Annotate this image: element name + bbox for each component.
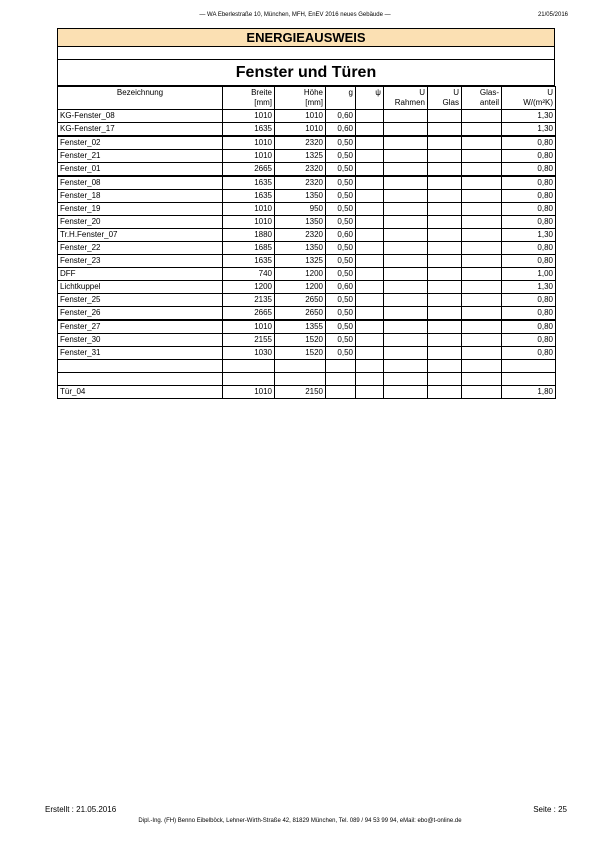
table-cell: [462, 216, 502, 229]
table-cell: KG-Fenster_17: [58, 123, 223, 137]
table-cell: 2150: [275, 386, 326, 399]
table-cell: [326, 373, 356, 386]
table-cell: 1010: [223, 386, 275, 399]
table-cell: 0,80: [502, 150, 556, 163]
table-cell: [384, 268, 428, 281]
table-cell: 1635: [223, 123, 275, 137]
table-cell: [428, 320, 462, 334]
header-project-line: — WA Eberlestraße 10, München, MFH, EnEV 2016 neues Gebäude —: [199, 12, 391, 18]
table-cell: Tür_04: [58, 386, 223, 399]
table-cell: [428, 373, 462, 386]
spacer-row: [57, 47, 555, 60]
table-cell: [462, 347, 502, 360]
table-cell: [428, 176, 462, 190]
table-cell: [58, 360, 223, 373]
table-cell: 1010: [223, 136, 275, 150]
table-cell: [223, 373, 275, 386]
table-cell: [384, 334, 428, 347]
table-cell: [356, 242, 384, 255]
table-cell: 1635: [223, 255, 275, 268]
column-header-line1: U: [453, 88, 459, 97]
table-cell: 0,80: [502, 216, 556, 229]
table-cell: [462, 150, 502, 163]
table-cell: [462, 136, 502, 150]
table-cell: 0,60: [326, 229, 356, 242]
table-cell: [462, 229, 502, 242]
table-cell: [502, 360, 556, 373]
table-row: [58, 150, 556, 163]
column-header: [462, 87, 502, 110]
column-header-line1: Glas-: [479, 88, 499, 97]
column-header: [223, 87, 275, 110]
table-cell: 0,80: [502, 163, 556, 177]
table-cell: 950: [275, 203, 326, 216]
column-header-line2: W/(m²K): [523, 98, 553, 107]
table-cell: 1010: [223, 150, 275, 163]
table-row: [58, 123, 556, 137]
table-cell: 2665: [223, 307, 275, 321]
table-cell: [462, 110, 502, 123]
table-cell: 2320: [275, 136, 326, 150]
table-cell: [356, 176, 384, 190]
table-row: [58, 320, 556, 334]
table-row: [58, 268, 556, 281]
table-row: [58, 110, 556, 123]
table-cell: Fenster_21: [58, 150, 223, 163]
table-row: [58, 190, 556, 203]
table-row: [58, 242, 556, 255]
table-row: [58, 386, 556, 399]
table-cell: [462, 386, 502, 399]
table-cell: Fenster_19: [58, 203, 223, 216]
table-cell: 1325: [275, 150, 326, 163]
table-cell: Fenster_25: [58, 294, 223, 307]
table-cell: 0,50: [326, 307, 356, 321]
table-cell: [384, 163, 428, 177]
table-cell: 1520: [275, 334, 326, 347]
table-cell: [356, 334, 384, 347]
table-cell: [428, 123, 462, 137]
table-cell: [462, 255, 502, 268]
table-cell: 1010: [275, 123, 326, 137]
table-cell: 0,50: [326, 163, 356, 177]
table-row: [58, 294, 556, 307]
table-cell: [428, 255, 462, 268]
table-cell: Fenster_31: [58, 347, 223, 360]
table-cell: 2155: [223, 334, 275, 347]
windows-doors-table: [57, 86, 556, 399]
table-cell: 0,50: [326, 268, 356, 281]
table-cell: [356, 307, 384, 321]
column-header: [428, 87, 462, 110]
table-cell: 0,80: [502, 334, 556, 347]
table-body: [58, 110, 556, 399]
table-cell: 1200: [223, 281, 275, 294]
table-cell: 1355: [275, 320, 326, 334]
table-cell: [428, 281, 462, 294]
table-cell: 0,50: [326, 334, 356, 347]
header-date: 21/05/2016: [537, 12, 568, 18]
column-header-line2: [mm]: [254, 98, 272, 107]
table-cell: 0,80: [502, 347, 556, 360]
table-cell: [428, 203, 462, 216]
table-cell: 0,80: [502, 136, 556, 150]
table-cell: 1350: [275, 242, 326, 255]
column-header-line2: Glas: [442, 98, 459, 107]
table-cell: 0,50: [326, 203, 356, 216]
table-cell: [428, 229, 462, 242]
table-row: [58, 307, 556, 321]
column-header: [502, 87, 556, 110]
table-cell: [384, 123, 428, 137]
table-cell: 1685: [223, 242, 275, 255]
table-cell: 1,80: [502, 386, 556, 399]
column-header-line1: g: [348, 88, 353, 97]
table-row: [58, 281, 556, 294]
table-cell: 0,80: [502, 294, 556, 307]
table-cell: [428, 294, 462, 307]
table-cell: [356, 386, 384, 399]
table-row: [58, 360, 556, 373]
table-cell: [384, 203, 428, 216]
table-cell: [384, 242, 428, 255]
table-cell: [275, 360, 326, 373]
table-cell: Fenster_01: [58, 163, 223, 177]
column-header: [58, 87, 223, 110]
table-cell: 2135: [223, 294, 275, 307]
table-cell: [356, 320, 384, 334]
table-cell: 1010: [223, 203, 275, 216]
table-cell: [384, 386, 428, 399]
table-cell: [356, 163, 384, 177]
table-cell: 0,80: [502, 242, 556, 255]
table-cell: [462, 281, 502, 294]
table-cell: [462, 268, 502, 281]
table-cell: [428, 360, 462, 373]
table-cell: 1,30: [502, 110, 556, 123]
table-cell: [384, 360, 428, 373]
table-cell: 0,80: [502, 307, 556, 321]
column-header-line1: U: [547, 88, 553, 97]
table-cell: 1350: [275, 216, 326, 229]
table-cell: [384, 320, 428, 334]
column-header: [275, 87, 326, 110]
table-row: [58, 136, 556, 150]
table-cell: 1325: [275, 255, 326, 268]
table-cell: [356, 110, 384, 123]
table-cell: 0,60: [326, 123, 356, 137]
table-cell: [428, 190, 462, 203]
table-cell: [356, 190, 384, 203]
table-cell: [356, 216, 384, 229]
table-cell: 0,50: [326, 347, 356, 360]
table-cell: [428, 216, 462, 229]
table-cell: 0,50: [326, 150, 356, 163]
table-cell: [384, 307, 428, 321]
column-header-line2: Rahmen: [394, 98, 425, 107]
table-cell: 0,60: [326, 281, 356, 294]
table-cell: [428, 136, 462, 150]
table-cell: 1030: [223, 347, 275, 360]
column-header-line1: ψ: [375, 88, 381, 97]
table-cell: 1200: [275, 281, 326, 294]
table-cell: [356, 123, 384, 137]
table-row: [58, 163, 556, 177]
table-cell: [356, 229, 384, 242]
table-cell: 1,30: [502, 123, 556, 137]
table-cell: [384, 110, 428, 123]
table-cell: Lichtkuppel: [58, 281, 223, 294]
table-cell: KG-Fenster_08: [58, 110, 223, 123]
table-cell: [462, 334, 502, 347]
table-cell: 0,60: [326, 110, 356, 123]
table-row: [58, 216, 556, 229]
column-header: [326, 87, 356, 110]
table-cell: 2320: [275, 176, 326, 190]
table-cell: [384, 281, 428, 294]
table-cell: 0,50: [326, 136, 356, 150]
table-cell: [356, 281, 384, 294]
table-row: [58, 373, 556, 386]
table-cell: [356, 136, 384, 150]
table-cell: [356, 268, 384, 281]
column-header: [356, 87, 384, 110]
table-cell: 1,00: [502, 268, 556, 281]
table-cell: [462, 320, 502, 334]
table-cell: 2320: [275, 229, 326, 242]
table-cell: 0,80: [502, 176, 556, 190]
table-cell: [462, 373, 502, 386]
table-header-row: [58, 87, 556, 110]
table-cell: 1200: [275, 268, 326, 281]
table-cell: [502, 373, 556, 386]
table-cell: 1520: [275, 347, 326, 360]
table-cell: [462, 123, 502, 137]
table-cell: [428, 386, 462, 399]
table-cell: 0,80: [502, 255, 556, 268]
table-cell: 0,50: [326, 176, 356, 190]
table-cell: DFF: [58, 268, 223, 281]
table-cell: [462, 190, 502, 203]
table-cell: [58, 373, 223, 386]
table-cell: 2320: [275, 163, 326, 177]
table-cell: Fenster_22: [58, 242, 223, 255]
table-cell: 1,30: [502, 229, 556, 242]
table-cell: 0,80: [502, 203, 556, 216]
table-cell: 2650: [275, 294, 326, 307]
table-cell: [462, 242, 502, 255]
table-row: [58, 255, 556, 268]
table-cell: 1010: [275, 110, 326, 123]
section-title: Fenster und Türen: [57, 60, 555, 86]
table-cell: 0,50: [326, 190, 356, 203]
table-cell: 0,50: [326, 294, 356, 307]
table-cell: [384, 229, 428, 242]
footer-address: Dipl.-Ing. (FH) Benno Eibelböck, Lehner-Wirth-Straße 42, 81829 München, Tel. 089 / 94 53 99 94, eMail: ebo@t-online.de: [138, 818, 462, 824]
table-cell: [428, 334, 462, 347]
table-cell: 2650: [275, 307, 326, 321]
table-cell: 0,80: [502, 320, 556, 334]
table-cell: 1,30: [502, 281, 556, 294]
table-cell: [384, 190, 428, 203]
table-cell: 0,50: [326, 255, 356, 268]
table-cell: [326, 360, 356, 373]
table-cell: 1350: [275, 190, 326, 203]
table-cell: [462, 176, 502, 190]
table-cell: [356, 373, 384, 386]
table-cell: 1010: [223, 216, 275, 229]
table-cell: [428, 307, 462, 321]
table-cell: [428, 150, 462, 163]
table-cell: 1880: [223, 229, 275, 242]
table-cell: [462, 294, 502, 307]
table-row: [58, 203, 556, 216]
table-cell: [428, 242, 462, 255]
table-cell: 1010: [223, 110, 275, 123]
table-cell: [384, 255, 428, 268]
table-cell: [462, 163, 502, 177]
table-row: [58, 334, 556, 347]
column-header-line2: anteil: [479, 98, 499, 107]
table-cell: Tr.H.Fenster_07: [58, 229, 223, 242]
document-title: ENERGIEAUSWEIS: [57, 28, 555, 47]
table-cell: [223, 360, 275, 373]
table-cell: Fenster_18: [58, 190, 223, 203]
table-cell: 0,50: [326, 216, 356, 229]
table-cell: [384, 373, 428, 386]
table-cell: [356, 203, 384, 216]
column-header-line1: U: [419, 88, 425, 97]
table-cell: 1635: [223, 190, 275, 203]
table-cell: [428, 268, 462, 281]
column-header-line1: Höhe: [303, 88, 323, 97]
table-row: [58, 176, 556, 190]
table-cell: [428, 163, 462, 177]
table-cell: Fenster_20: [58, 216, 223, 229]
table-cell: 0,50: [326, 242, 356, 255]
footer-created: Erstellt : 21.05.2016: [45, 805, 117, 814]
table-cell: [384, 176, 428, 190]
table-cell: 0,50: [326, 320, 356, 334]
table-cell: Fenster_26: [58, 307, 223, 321]
table-cell: Fenster_23: [58, 255, 223, 268]
table-cell: Fenster_27: [58, 320, 223, 334]
table-cell: [356, 294, 384, 307]
column-header: [384, 87, 428, 110]
table-cell: 0,80: [502, 190, 556, 203]
table-cell: [356, 255, 384, 268]
table-cell: [428, 347, 462, 360]
table-cell: [462, 360, 502, 373]
table-cell: [384, 136, 428, 150]
table-cell: 1010: [223, 320, 275, 334]
table-cell: [356, 150, 384, 163]
table-cell: [384, 150, 428, 163]
table-cell: [326, 386, 356, 399]
table-cell: Fenster_08: [58, 176, 223, 190]
table-row: [58, 347, 556, 360]
table-row: [58, 229, 556, 242]
column-header-line2: [mm]: [305, 98, 323, 107]
column-header-line1: Bezeichnung: [116, 88, 164, 97]
table-cell: [356, 360, 384, 373]
table-cell: Fenster_02: [58, 136, 223, 150]
table-cell: 740: [223, 268, 275, 281]
table-cell: [384, 347, 428, 360]
column-header-line1: Breite: [251, 88, 272, 97]
table-cell: [462, 307, 502, 321]
table-cell: [356, 347, 384, 360]
table-cell: 2665: [223, 163, 275, 177]
table-cell: Fenster_30: [58, 334, 223, 347]
table-cell: [384, 216, 428, 229]
table-cell: 1635: [223, 176, 275, 190]
footer-page-number: Seite : 25: [533, 805, 567, 814]
table-cell: [384, 294, 428, 307]
table-cell: [275, 373, 326, 386]
table-cell: [462, 203, 502, 216]
table-cell: [428, 110, 462, 123]
